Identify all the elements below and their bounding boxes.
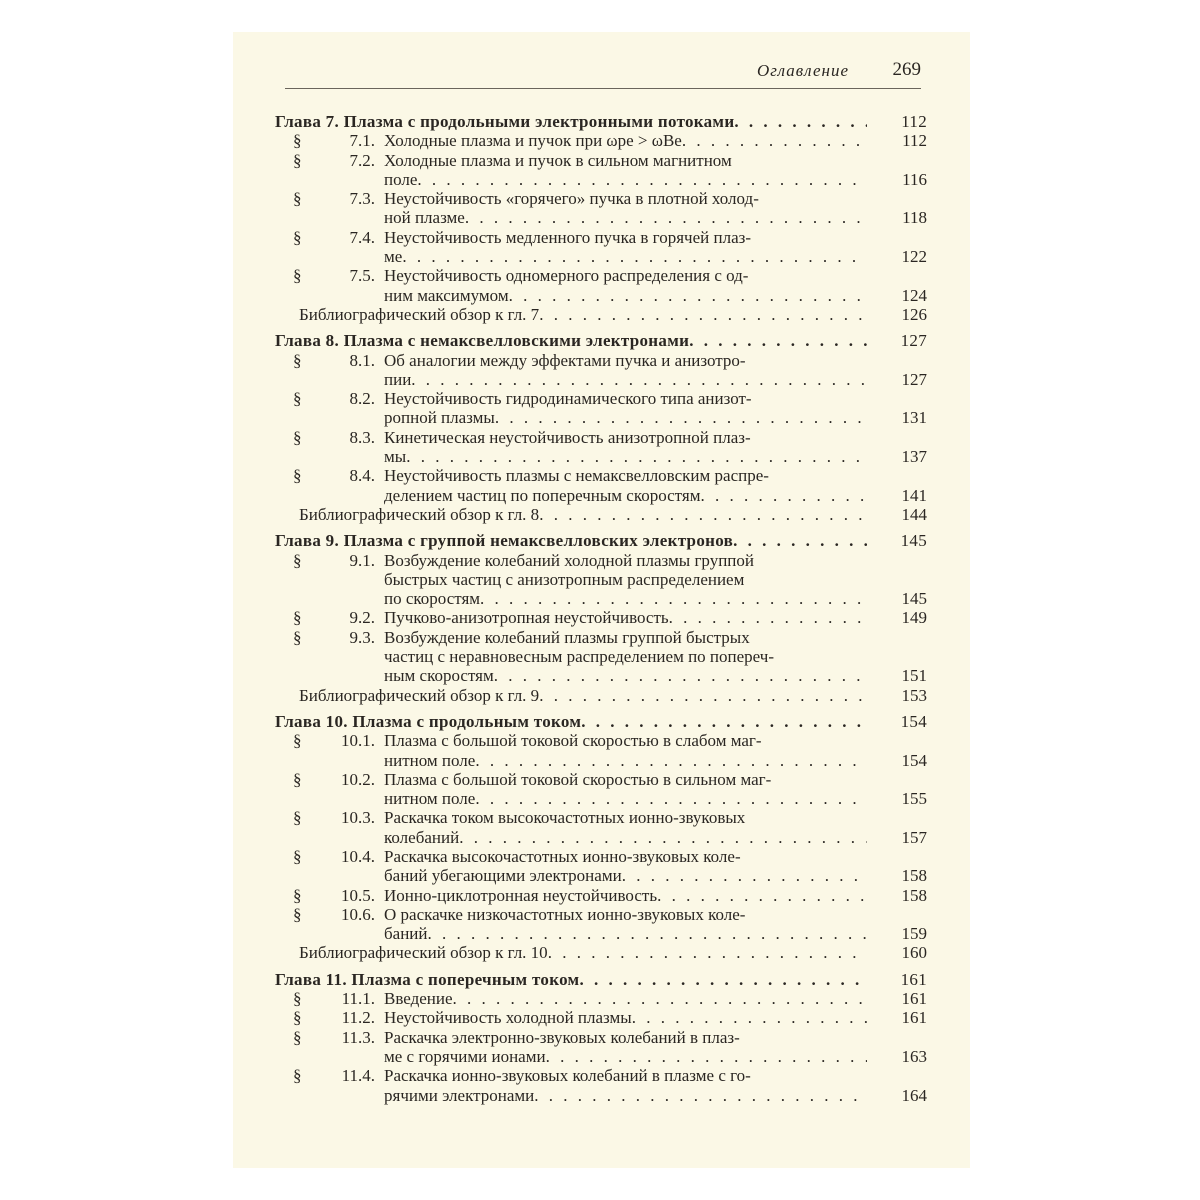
bibliography-title: Библиографический обзор к гл. 7 <box>299 304 540 324</box>
section-line <box>384 847 927 866</box>
section-title <box>384 131 927 150</box>
bibliography-title: Библиографический обзор к гл. 8 <box>299 504 540 524</box>
leader-dots <box>494 666 867 685</box>
section-line-text: по скоростям <box>384 589 481 609</box>
section-line-text: Неустойчивость холодной плазмы <box>384 1008 632 1028</box>
leader-dots <box>657 886 867 905</box>
section-line-text: Холодные плазма и пучок в сильном магнитном <box>384 150 732 170</box>
section-symbol: § <box>293 1008 302 1028</box>
toc-entry <box>275 151 927 190</box>
bibliography-title: Библиографический обзор к гл. 10 <box>299 943 548 963</box>
section-line-text: Введение <box>384 989 453 1009</box>
section-line <box>384 570 927 589</box>
section-number: 7.5. <box>349 266 375 286</box>
section-title <box>384 989 927 1008</box>
toc-entry <box>275 228 927 267</box>
section-page: 122 <box>901 247 927 267</box>
section-line-text: частиц с неравновесным распределением по попереч- <box>384 647 774 667</box>
chapter-page: 112 <box>901 112 927 131</box>
section-line <box>384 466 927 485</box>
section-symbol: § <box>293 350 302 370</box>
section-line <box>384 208 927 227</box>
section-number: 9.3. <box>349 627 375 647</box>
section-line <box>384 608 927 627</box>
section-symbol: § <box>293 989 302 1009</box>
section-page: 141 <box>901 485 927 505</box>
section-title <box>384 189 927 228</box>
leader-dots <box>579 970 867 989</box>
section-line <box>384 1066 927 1085</box>
section-symbol: § <box>293 808 302 828</box>
section-symbol: § <box>293 427 302 447</box>
section-line-text: Раскачка ионно-звуковых колебаний в плазме с го- <box>384 1066 751 1086</box>
section-title <box>384 731 927 770</box>
section-page: 157 <box>901 827 927 847</box>
section-line <box>384 1028 927 1047</box>
section-line-text: нитном поле <box>384 789 476 809</box>
section-line-text: Неустойчивость одномерного распределения с од- <box>384 266 749 286</box>
section-line-text: Неустойчивость медленного пучка в горячей плаз- <box>384 227 751 247</box>
section-line <box>384 1047 927 1066</box>
section-line <box>384 628 927 647</box>
section-page: 155 <box>901 789 927 809</box>
leader-dots <box>534 1086 867 1105</box>
toc-entry <box>275 847 927 886</box>
running-title: Оглавление <box>756 61 849 80</box>
section-line-text: Возбуждение колебаний холодной плазмы группой <box>384 550 754 570</box>
section-symbol: § <box>293 227 302 247</box>
section-title <box>384 351 927 390</box>
section-page: 159 <box>901 924 927 944</box>
toc-entry <box>275 1028 927 1067</box>
section-line-text: Раскачка высокочастотных ионно-звуковых коле- <box>384 846 741 866</box>
leader-dots <box>475 751 867 770</box>
section-line <box>384 370 927 389</box>
section-number: 11.4. <box>341 1066 375 1086</box>
section-number: 11.2. <box>341 1008 375 1028</box>
section-page: 164 <box>901 1085 927 1105</box>
section-page: 161 <box>901 989 927 1009</box>
bibliography-entry <box>275 305 927 324</box>
section-symbol: § <box>293 466 302 486</box>
section-symbol: § <box>293 731 302 751</box>
section-page: 158 <box>901 885 927 905</box>
section-page: 149 <box>901 608 927 628</box>
bibliography-page: 126 <box>901 304 927 324</box>
bibliography-entry <box>275 686 927 705</box>
leader-dots <box>453 989 867 1008</box>
section-title <box>384 770 927 809</box>
chapter-title: Глава 8. Плазма с немаксвелловскими электронами <box>275 331 690 351</box>
chapter-title: Глава 9. Плазма с группой немаксвелловских электронов <box>275 531 734 551</box>
chapter-title: Глава 11. Плазма с поперечным током <box>275 969 580 989</box>
section-line <box>384 1008 927 1027</box>
section-line <box>384 1086 927 1105</box>
section-page: 112 <box>902 131 927 151</box>
section-symbol: § <box>293 627 302 647</box>
toc-entry <box>275 551 927 609</box>
toc-entry <box>275 886 927 905</box>
chapter-page: 154 <box>900 711 927 731</box>
section-page: 158 <box>901 866 927 886</box>
section-symbol: § <box>293 885 302 905</box>
section-line-text: нитном поле <box>384 750 476 770</box>
toc-entry <box>275 351 927 390</box>
section-number: 7.1. <box>349 131 375 151</box>
section-number: 7.4. <box>349 227 375 247</box>
section-title <box>384 628 927 686</box>
section-line <box>384 647 927 666</box>
section-line <box>384 351 927 370</box>
chapter-heading <box>275 531 927 550</box>
leader-dots <box>495 408 867 427</box>
toc-entry <box>275 389 927 428</box>
toc-entry <box>275 731 927 770</box>
leader-dots <box>509 286 867 305</box>
section-number: 11.1. <box>341 989 375 1009</box>
section-number: 10.6. <box>341 904 375 924</box>
section-symbol: § <box>293 550 302 570</box>
section-symbol: § <box>293 266 302 286</box>
section-number: 9.1. <box>349 550 375 570</box>
leader-dots <box>548 943 867 962</box>
chapter-heading <box>275 712 927 731</box>
chapter-title: Глава 7. Плазма с продольными электронными потоками <box>275 112 735 131</box>
section-line <box>384 924 927 943</box>
section-line <box>384 247 927 266</box>
section-number: 7.3. <box>349 189 375 209</box>
section-title <box>384 905 927 944</box>
section-number: 10.3. <box>341 808 375 828</box>
leader-dots <box>546 1047 867 1066</box>
section-title <box>384 389 927 428</box>
section-line-text: Раскачка током высокочастотных ионно-звуковых <box>384 808 746 828</box>
toc-entry <box>275 808 927 847</box>
section-line-text: Плазма с большой токовой скоростью в сильном маг- <box>384 769 772 789</box>
section-line <box>384 486 927 505</box>
section-line <box>384 131 927 150</box>
bibliography-title: Библиографический обзор к гл. 9 <box>299 685 540 705</box>
section-line <box>384 866 927 885</box>
section-page: 163 <box>901 1046 927 1066</box>
section-title <box>384 428 927 467</box>
section-line-text: Плазма с большой токовой скоростью в слабом маг- <box>384 731 762 751</box>
section-page: 137 <box>901 447 927 467</box>
section-line-text: колебаний <box>384 827 460 847</box>
toc-entry <box>275 266 927 305</box>
section-title <box>384 1028 927 1067</box>
section-line <box>384 428 927 447</box>
section-line <box>384 789 927 808</box>
section-title <box>384 886 927 905</box>
chapter-block <box>275 331 927 524</box>
chapter-page: 127 <box>900 331 927 351</box>
toc-entry <box>275 989 927 1008</box>
section-line-text: баний <box>384 924 428 944</box>
leader-dots <box>417 170 867 189</box>
bibliography-entry <box>275 943 927 962</box>
leader-dots <box>682 131 867 150</box>
leader-dots <box>480 589 867 608</box>
section-line <box>384 666 927 685</box>
section-number: 10.4. <box>341 846 375 866</box>
leader-dots <box>406 447 867 466</box>
section-line-text: О раскачке низкочастотных ионно-звуковых коле- <box>384 904 746 924</box>
toc-entry <box>275 466 927 505</box>
section-symbol: § <box>293 1066 302 1086</box>
section-line-text: мы <box>384 447 407 467</box>
section-line <box>384 286 927 305</box>
leader-dots <box>465 208 867 227</box>
section-title <box>384 847 927 886</box>
section-line <box>384 905 927 924</box>
section-number: 8.2. <box>349 389 375 409</box>
table-of-contents <box>275 112 927 1112</box>
section-title <box>384 808 927 847</box>
section-title <box>384 151 927 190</box>
section-number: 11.3. <box>341 1027 375 1047</box>
toc-entry <box>275 131 927 150</box>
section-number: 8.3. <box>349 427 375 447</box>
chapter-heading <box>275 970 927 989</box>
section-number: 8.4. <box>349 466 375 486</box>
section-number: 8.1. <box>349 350 375 370</box>
section-symbol: § <box>293 846 302 866</box>
section-line <box>384 808 927 827</box>
section-page: 161 <box>901 1008 927 1028</box>
section-line-text: рячими электронами <box>384 1085 535 1105</box>
leader-dots <box>539 686 867 705</box>
section-line <box>384 266 927 285</box>
chapter-heading <box>275 112 927 131</box>
section-page: 145 <box>901 589 927 609</box>
bibliography-entry <box>275 505 927 524</box>
leader-dots <box>459 828 867 847</box>
leader-dots <box>734 112 867 131</box>
leader-dots <box>475 789 867 808</box>
section-line-text: баний убегающими электронами <box>384 866 622 886</box>
section-page: 154 <box>901 750 927 770</box>
leader-dots <box>622 866 867 885</box>
toc-entry <box>275 905 927 944</box>
chapter-page: 161 <box>900 969 927 989</box>
section-line-text: Возбуждение колебаний плазмы группой быстрых <box>384 627 750 647</box>
section-symbol: § <box>293 131 302 151</box>
section-page: 124 <box>901 285 927 305</box>
toc-entry <box>275 770 927 809</box>
section-line-text: Холодные плазма и пучок при ωpe > ωBe <box>384 131 682 151</box>
section-symbol: § <box>293 769 302 789</box>
section-symbol: § <box>293 150 302 170</box>
section-line-text: Кинетическая неустойчивость анизотропной плаз- <box>384 427 751 447</box>
section-page: 127 <box>901 369 927 389</box>
section-line-text: Неустойчивость «горячего» пучка в плотной холод- <box>384 189 759 209</box>
section-title <box>384 608 927 627</box>
section-page: 118 <box>902 208 927 228</box>
leader-dots <box>581 712 867 731</box>
chapter-block <box>275 112 927 324</box>
section-line <box>384 751 927 770</box>
section-symbol: § <box>293 389 302 409</box>
bibliography-page: 153 <box>901 685 927 705</box>
section-number: 10.1. <box>341 731 375 751</box>
section-title <box>384 551 927 609</box>
section-page: 151 <box>901 666 927 686</box>
section-line-text: Неустойчивость гидродинамического типа анизот- <box>384 389 752 409</box>
section-line-text: ным скоростям <box>384 666 494 686</box>
section-line <box>384 228 927 247</box>
bibliography-page: 144 <box>901 504 927 524</box>
section-line-text: Пучково-анизотропная неустойчивость <box>384 608 669 628</box>
section-line-text: ной плазме <box>384 208 465 228</box>
leader-dots <box>428 924 868 943</box>
section-page: 131 <box>901 408 927 428</box>
section-symbol: § <box>293 904 302 924</box>
section-line <box>384 589 927 608</box>
section-symbol: § <box>293 189 302 209</box>
section-line-text: ме с горячими ионами <box>384 1046 546 1066</box>
section-line-text: делением частиц по поперечным скоростям <box>384 485 701 505</box>
book-page <box>233 32 970 1168</box>
section-title <box>384 1008 927 1027</box>
section-line <box>384 151 927 170</box>
leader-dots <box>411 370 867 389</box>
bibliography-page: 160 <box>901 943 927 963</box>
section-line <box>384 189 927 208</box>
toc-entry <box>275 608 927 627</box>
section-line-text: пии <box>384 369 412 389</box>
section-line <box>384 389 927 408</box>
section-number: 9.2. <box>349 608 375 628</box>
section-symbol: § <box>293 1027 302 1047</box>
chapter-page: 145 <box>900 531 927 551</box>
section-title <box>384 266 927 305</box>
section-line <box>384 989 927 1008</box>
section-title <box>384 466 927 505</box>
chapter-title: Глава 10. Плазма с продольным током <box>275 711 582 731</box>
section-page: 116 <box>902 169 927 189</box>
leader-dots <box>402 247 867 266</box>
section-line <box>384 886 927 905</box>
chapter-block <box>275 531 927 705</box>
leader-dots <box>733 531 867 550</box>
toc-entry <box>275 428 927 467</box>
section-line <box>384 170 927 189</box>
section-line <box>384 551 927 570</box>
section-line-text: поле <box>384 169 418 189</box>
section-line <box>384 447 927 466</box>
section-line-text: Раскачка электронно-звуковых колебаний в плаз- <box>384 1027 740 1047</box>
toc-entry <box>275 628 927 686</box>
section-line-text: ропной плазмы <box>384 408 495 428</box>
section-line-text: Неустойчивость плазмы с немаксвелловским распре- <box>384 466 769 486</box>
toc-entry <box>275 1066 927 1105</box>
section-number: 10.5. <box>341 885 375 905</box>
section-line-text: быстрых частиц с анизотропным распределением <box>384 569 745 589</box>
page-number: 269 <box>892 59 921 80</box>
leader-dots <box>669 608 867 627</box>
section-line-text: Ионно-циклотронная неустойчивость <box>384 885 658 905</box>
chapter-block <box>275 970 927 1105</box>
section-line <box>384 731 927 750</box>
section-number: 10.2. <box>341 769 375 789</box>
section-line <box>384 770 927 789</box>
section-line-text: Об аналогии между эффектами пучка и анизотро- <box>384 350 746 370</box>
toc-entry <box>275 189 927 228</box>
section-title <box>384 228 927 267</box>
leader-dots <box>632 1008 867 1027</box>
toc-entry <box>275 1008 927 1027</box>
leader-dots <box>539 505 867 524</box>
leader-dots <box>539 305 867 324</box>
section-line <box>384 828 927 847</box>
section-line-text: ме <box>384 247 403 267</box>
section-line <box>384 408 927 427</box>
section-symbol: § <box>293 608 302 628</box>
section-title <box>384 1066 927 1105</box>
section-number: 7.2. <box>349 150 375 170</box>
chapter-block <box>275 712 927 963</box>
running-header <box>285 58 921 89</box>
section-line-text: ним максимумом <box>384 285 509 305</box>
chapter-heading <box>275 331 927 350</box>
leader-dots <box>689 331 867 350</box>
leader-dots <box>700 486 867 505</box>
